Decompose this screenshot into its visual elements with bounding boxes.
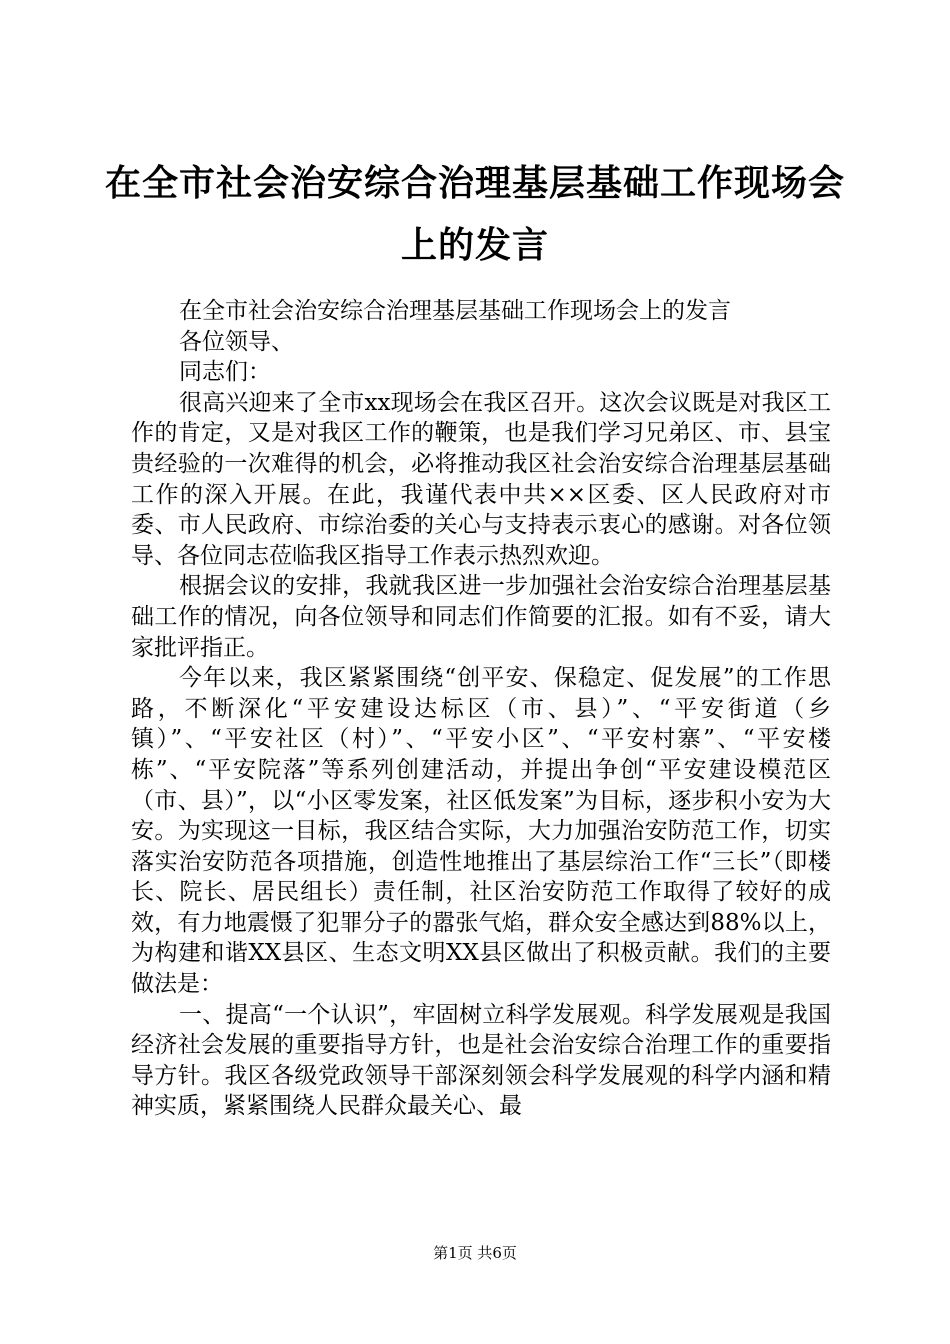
title-line-1: 在全市社会治安综合治理基层基础工作现场会 [104, 163, 845, 204]
subtitle-paragraph: 在全市社会治安综合治理基层基础工作现场会上的发言 [179, 298, 731, 324]
paragraph-section-one: 一、提高“一个认识”，牢固树立科学发展观。科学发展观是我国经济社会发展的重要指导方针，也是社会治安综合治理工作的重要指导方针。我区各级党政领导干部深刻领会科学发展观的科学内涵和精神实质，紧紧围绕人民群众最关心、最 [131, 1001, 831, 1120]
document-title [100, 153, 850, 277]
salutation-comrades: 同志们： [179, 359, 271, 386]
salutation-leaders: 各位领导、 [179, 328, 294, 355]
page-footer: 第1页 共6页 [433, 1244, 517, 1262]
title-line-2: 上的发言 [400, 225, 549, 266]
paragraph-achievements: 今年以来，我区紧紧围绕“创平安、保稳定、促发展”的工作思路，不断深化“平安建设达标区（市、县）”、“平安街道（乡镇）”、“平安社区（村）”、“平安小区”、“平安村寨”、“平安楼栋”、“平安院落”等系列创建活动，并提出争创“平安建设模范区（市、县）”，以“小区零发案，社区低发案”为目标，逐步积小安为大安。为实现这一目标，我区结合实际，大力加强治安防范工作，切实落实治安防范各项措施，创造性地推出了基层综治工作“三长”（即楼长、院长、居民组长）责任制，社区治安防范工作取得了较好的成效，有力地震慑了犯罪分子的嚣张气焰，群众安全感达到88%以上，为构建和谐XX县区、生态文明XX县区做出了积极贡献。我们的主要做法是： [131, 665, 831, 998]
paragraph-welcome: 很高兴迎来了全市xx现场会在我区召开。这次会议既是对我区工作的肯定，又是对我区工作的鞭策，也是我们学习兄弟区、市、县宝贵经验的一次难得的机会，必将推动我区社会治安综合治理基层基础工作的深入开展。在此，我谨代表中共××区委、区人民政府对市委、市人民政府、市综治委的关心与支持表示衷心的感谢。对各位领导、各位同志莅临我区指导工作表示热烈欢迎。 [131, 389, 831, 569]
paragraph-report-intro: 根据会议的安排，我就我区进一步加强社会治安综合治理基层基础工作的情况，向各位领导和同志们作简要的汇报。如有不妥，请大家批评指正。 [131, 573, 831, 661]
document-body [131, 296, 831, 1122]
